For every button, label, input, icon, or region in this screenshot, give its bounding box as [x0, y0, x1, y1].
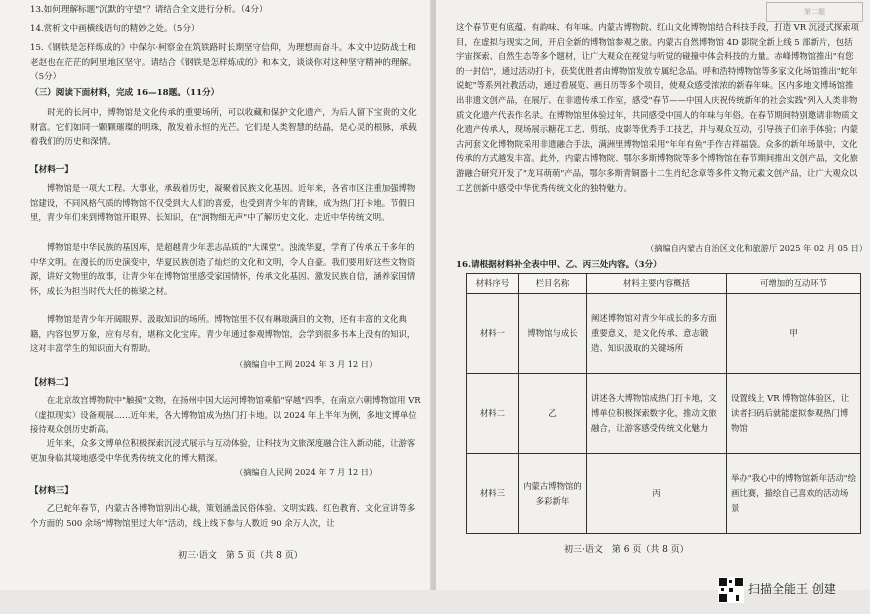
table-cell: 阐述博物馆对青少年成长的多方面重要意义，是文化传承、意志锻造、知识汲取的关键场所: [587, 294, 727, 374]
blank-yi-cell: 乙: [519, 374, 587, 454]
table-header: 栏目名称: [519, 274, 587, 294]
left-exam-page: [0, 0, 432, 590]
question-13: 13.如何理解标题"沉默的守望"？请结合全文进行分析。（4分）: [30, 5, 268, 15]
blank-jia-cell: 甲: [727, 294, 861, 374]
qr-code-icon: [718, 577, 744, 603]
material-1-source: （摘编自中工网 2024 年 3 月 12 日）: [235, 359, 378, 369]
table-header-row: [467, 274, 861, 294]
table-header: 材料序号: [467, 274, 519, 294]
table-cell: 举办"我心中的博物馆新年活动"绘画比赛，描绘自己喜欢的活动场景: [727, 454, 861, 534]
intro-paragraph: 时光的长河中，博物馆是文化传承的重要场所，可以收藏和保护文化遗产，为后人留下宝贵的文化财富。它们如同一颗颗璀璨的明珠，散发着永恒的光芒。它们是人类智慧的结晶，是心灵的根脉，承载着我们的历史和深情。: [30, 108, 417, 148]
material-1-paragraph-1: 博物馆是一项大工程、大事业，承载着历史，凝聚着民族文化基因。近年来，各省市区注重加强博物馆建设，不同风格气质的博物馆不仅受到大人们的喜爱，也受到青少年的青睐，成为热门打卡地。节假日里，青少年们来到博物馆开眼界、长知识，在"润物细无声"中了解历史文化、走近中华传统文明。: [30, 183, 416, 223]
table-cell: 设置线上 VR 博物馆体验区，让读者扫码后就能虚拟参观热门博物馆: [727, 374, 861, 454]
material-3-source: （摘编自内蒙古自治区文化和旅游厅 2025 年 02 月 05 日）: [646, 243, 868, 253]
right-exam-page: [436, 0, 870, 590]
material-3-title: 【材料三】: [30, 486, 73, 496]
table-cell: 博物馆与成长: [519, 294, 587, 374]
material-2-title: 【材料二】: [30, 378, 73, 388]
table-cell: 内蒙古博物馆的多彩新年: [519, 454, 587, 534]
question-14: 14.赏析文中画横线语句的精妙之处。（5分）: [30, 24, 200, 34]
material-2-paragraph-2: 近年来，众多文博单位积极探索沉浸式展示与互动体验，让科技为文旅深度融合注入新动能，让游客更加身临其境地感受中华优秀传统文化的博大精深。: [30, 438, 416, 463]
material-1-title: 【材料一】: [30, 165, 73, 175]
page-5-footer: 初三·语文 第 5 页（共 8 页）: [178, 551, 303, 561]
question-16: 16.请根据材料补全表中甲、乙、丙三处内容。（3分）: [456, 260, 662, 270]
table-cell: 材料一: [467, 294, 519, 374]
faded-top-note: 第二题: [766, 2, 863, 22]
table-row: [467, 374, 861, 454]
material-summary-table: [466, 273, 861, 534]
material-1-paragraph-2: 博物馆是中华民族的基因库，是超越青少年悲志品质的"大课堂"。浊流华夏，学育了传承五千多年的中华文明。在漫长的历史演变中，华夏民族创造了灿烂的文化和文明，令人自豪。我们要用好这些文物资源，讲好文物里的故事，让青少年在博物馆里感受家国情怀，传承文化基因、激发民族自信，涵养家国情怀，成长为担当时代大任的栋梁之材。: [30, 242, 416, 296]
table-row: [467, 294, 861, 374]
camscanner-watermark: 扫描全能王 创建: [748, 582, 836, 596]
question-15: 15.《钢铁是怎样炼成的》中保尔·柯察金在筑铁路时长期坚守信仰，为理想而奋斗。本文中边防战士和老赵也在茫茫的阿里地区坚守。请结合《钢铁是怎样炼成的》和本文，谈谈你对这种坚守精神的理解。（5分）: [30, 43, 417, 83]
page-6-footer: 初三·语文 第 6 页（共 8 页）: [564, 545, 689, 555]
material-1-paragraph-3: 博物馆是青少年开阔眼界、汲取知识的场所。博物馆里不仅有琳琅满目的文物，还有丰富的文化典籍，内容包罗万象，应有尽有，堪称文化宝库。青少年通过参观博物馆，会学到很多书本上没有的知识，这对丰富学生的知识面大有帮助。: [30, 314, 416, 354]
table-header: 材料主要内容概括: [587, 274, 727, 294]
table-cell: 讲述各大博物馆成热门打卡地，文博单位积极探索数字化，推动文旅融合，让游客感受传统文化魅力: [587, 374, 727, 454]
material-2-source: （摘编自人民网 2024 年 7 月 12 日）: [235, 467, 378, 477]
table-header: 可增加的互动环节: [727, 274, 861, 294]
table-row: [467, 454, 861, 534]
material-2-paragraph-1: 在北京故宫博物院中"触摸"文物，在扬州中国大运河博物馆乘船"穿越"四季，在南京六朝博物馆用 VR（虚拟现实）设备观展……近年来，各大博物馆成为热门打卡地。以 2024 年上半年为例，多地文博单位接待观众创历史新高。: [30, 395, 421, 435]
table-cell: 材料二: [467, 374, 519, 454]
reading-section-title: （三）阅读下面材料，完成 16—18题。（11分）: [30, 88, 220, 98]
table-cell: 材料三: [467, 454, 519, 534]
blank-bing-cell: 丙: [587, 454, 727, 534]
material-3-paragraph-1: 乙巳蛇年春节，内蒙古各博物馆别出心裁，策划涵盖民俗体验、文明实践、红色教育、文化宣讲等多个方面的 500 余场"博物馆里过大年"活动，线上线下参与人数近 90 余万人次，让: [30, 503, 416, 528]
material-3-continued: 这个春节更有底蕴、有韵味、有年味。内蒙古博物院、红山文化博物馆结合科技手段，打造 VR 沉浸式探索项目，在虚拟与现实之间，开启全新的博物馆参观之旅。内蒙古自然博物馆 4D 影院全新上线 5 部新片，包括宇宙探索、自然生态等多个题材，让广大观众在视觉与听觉的碰撞中体会科技的力量。赤峰博物馆推出"有您的一封信"，通过活动打卡，获奖优胜者由博物馆发放专属纪念品。呼和浩特博物馆等多家文化场馆推出"蛇年说蛇"等系列社教活动，通过看展览、画日历等多个项目，使观众感受浓浓的新春年味。区内多地文博场馆推出非遗文创产品，在展厅、在非遗传承工作室，感受"春节——中国人庆祝传统新年的社会实践"列入人类非物质文化遗产代表作名录。在博物馆里体验过年，共同感受中国人的年味与年俗。在春节期间特别邀请非物质文化遗产传承人，现场展示糖花工艺、剪纸、皮影等优秀手工技艺，并与观众互动，引导孩子们亲手体验；内蒙古河套文化博物院采用非遗融合手法，满洲里博物馆采用"年年有鱼"手作吉祥福袋。众多的新年场景中，文化传承的方式越发丰富。此外，内蒙古博物院、鄂尔多斯博物院等多个博物馆在春节期间推出文创产品，文化旅游融合研究开发了"龙耳萌萌"产品，鄂尔多斯青铜器十二生肖纪念章等多件文物元素文创产品，让广大观众以工艺创新中感受中华优秀传统文化的独特魅力。: [456, 22, 859, 193]
